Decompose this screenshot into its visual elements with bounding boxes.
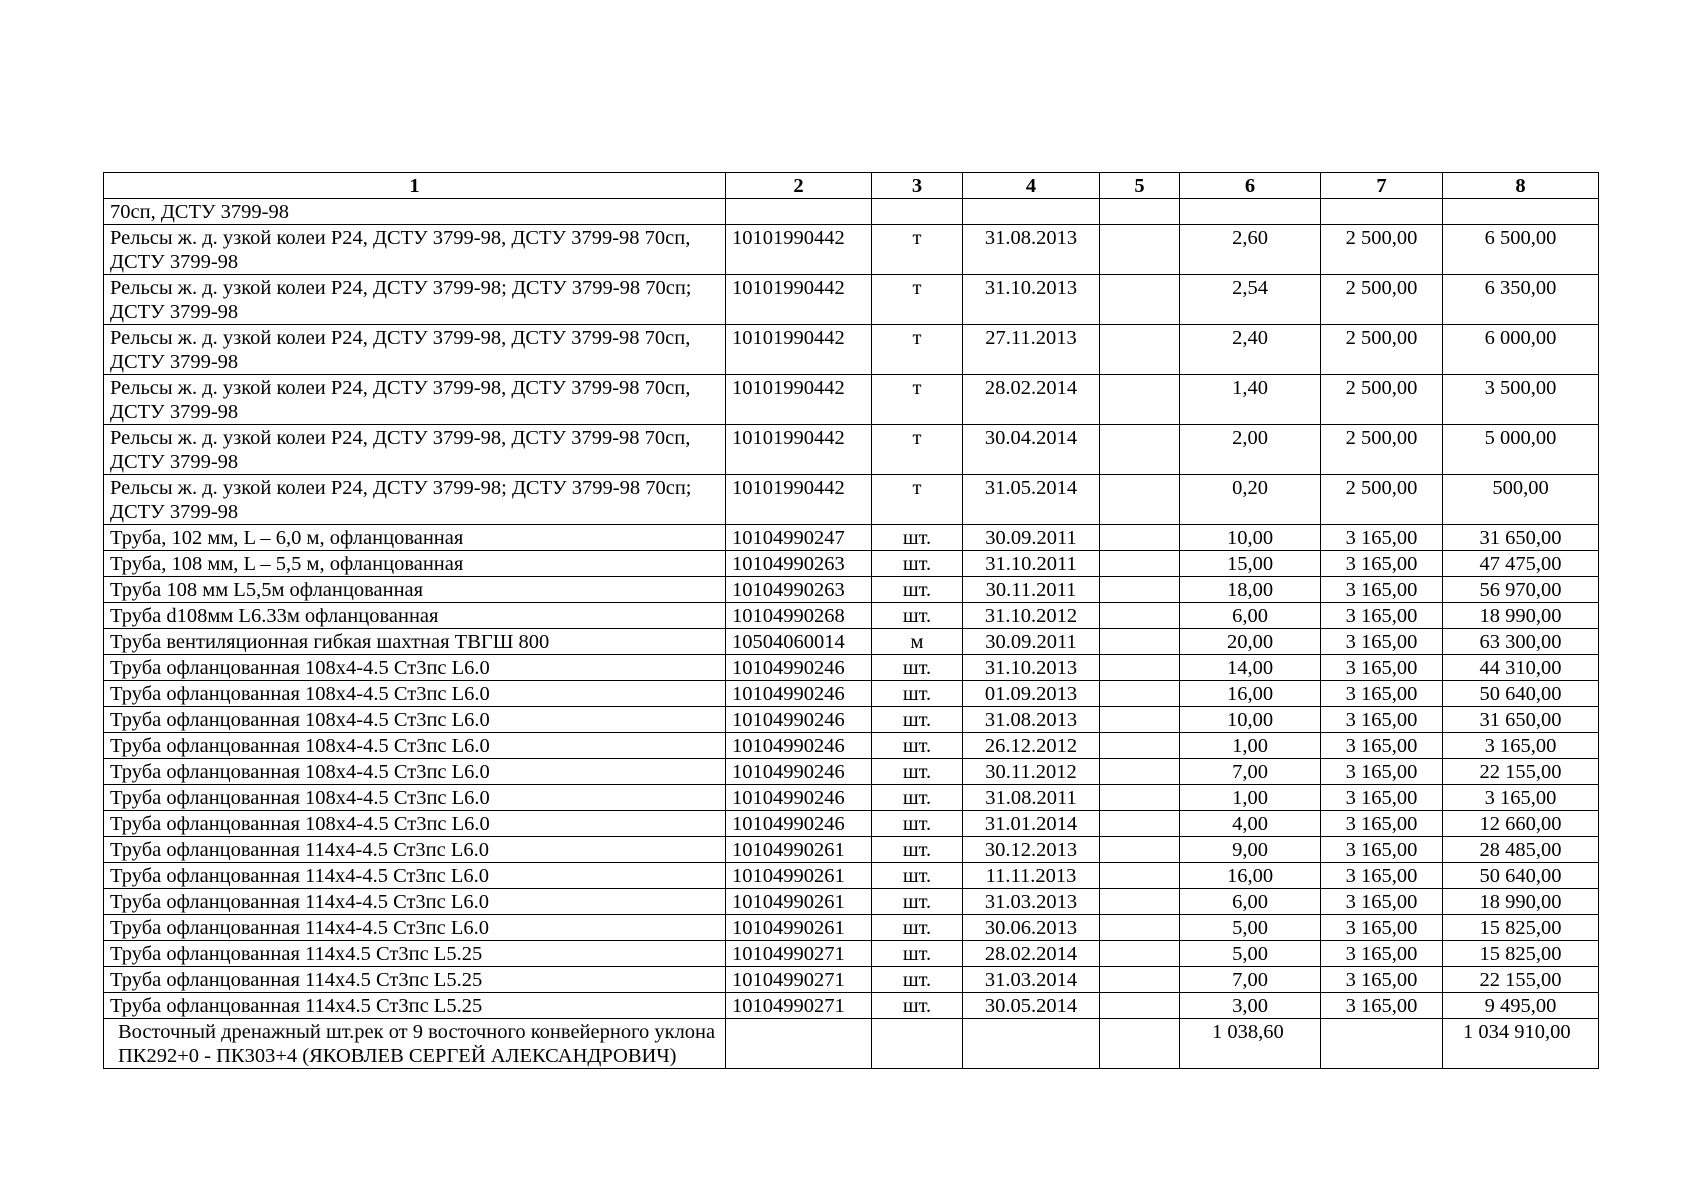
item-unit: шт. xyxy=(872,759,963,785)
item-name: Рельсы ж. д. узкой колеи Р24, ДСТУ 3799-98; ДСТУ 3799-98 70сп; ДСТУ 3799-98 xyxy=(104,475,726,525)
item-col5 xyxy=(1100,941,1180,967)
item-sum: 3 500,00 xyxy=(1443,375,1599,425)
item-quantity: 2,40 xyxy=(1180,325,1321,375)
item-unit: шт. xyxy=(872,967,963,993)
item-quantity: 2,00 xyxy=(1180,425,1321,475)
total-sum: 1 034 910,00 xyxy=(1443,1019,1599,1069)
column-header-7: 7 xyxy=(1321,173,1443,199)
item-quantity: 9,00 xyxy=(1180,837,1321,863)
item-name: Труба офланцованная 108х4-4.5 Ст3пс L6.0 xyxy=(104,759,726,785)
total-qty: 1 038,60 xyxy=(1180,1019,1321,1069)
item-name: Труба офланцованная 114х4-4.5 Ст3пс L6.0 xyxy=(104,915,726,941)
item-name: Труба офланцованная 108х4-4.5 Ст3пс L6.0 xyxy=(104,785,726,811)
item-price: 2 500,00 xyxy=(1321,375,1443,425)
item-code: 10104990261 xyxy=(726,889,872,915)
item-unit: шт. xyxy=(872,551,963,577)
item-date: 31.08.2011 xyxy=(963,785,1100,811)
item-price: 3 165,00 xyxy=(1321,941,1443,967)
item-name: Труба d108мм L6.33м офланцованная xyxy=(104,603,726,629)
item-price: 2 500,00 xyxy=(1321,325,1443,375)
item-name: Труба офланцованная 108х4-4.5 Ст3пс L6.0 xyxy=(104,655,726,681)
item-price: 3 165,00 xyxy=(1321,993,1443,1019)
item-name: Труба, 108 мм, L – 5,5 м, офланцованная xyxy=(104,551,726,577)
item-code: 10104990246 xyxy=(726,733,872,759)
item-sum: 63 300,00 xyxy=(1443,629,1599,655)
item-price: 3 165,00 xyxy=(1321,811,1443,837)
item-quantity: 7,00 xyxy=(1180,759,1321,785)
item-code xyxy=(726,199,872,225)
item-date: 31.10.2011 xyxy=(963,551,1100,577)
item-unit: т xyxy=(872,425,963,475)
item-sum: 6 350,00 xyxy=(1443,275,1599,325)
item-name: Труба офланцованная 114х4-4.5 Ст3пс L6.0 xyxy=(104,837,726,863)
total-col5-cell xyxy=(1100,1019,1180,1069)
item-price: 3 165,00 xyxy=(1321,733,1443,759)
table-row xyxy=(104,225,1599,275)
item-price: 3 165,00 xyxy=(1321,707,1443,733)
item-col5 xyxy=(1100,325,1180,375)
item-price: 3 165,00 xyxy=(1321,603,1443,629)
item-quantity: 7,00 xyxy=(1180,967,1321,993)
item-date: 11.11.2013 xyxy=(963,863,1100,889)
item-code: 10101990442 xyxy=(726,375,872,425)
item-price: 3 165,00 xyxy=(1321,551,1443,577)
header-row xyxy=(104,173,1599,199)
column-header-4: 4 xyxy=(963,173,1100,199)
item-price: 3 165,00 xyxy=(1321,629,1443,655)
table-row xyxy=(104,733,1599,759)
item-col5 xyxy=(1100,551,1180,577)
total-date-cell xyxy=(963,1019,1100,1069)
item-name: Труба офланцованная 108х4-4.5 Ст3пс L6.0 xyxy=(104,707,726,733)
item-name: Рельсы ж. д. узкой колеи Р24, ДСТУ 3799-98, ДСТУ 3799-98 70сп, ДСТУ 3799-98 xyxy=(104,325,726,375)
item-code: 10104990261 xyxy=(726,863,872,889)
item-sum: 47 475,00 xyxy=(1443,551,1599,577)
item-unit: м xyxy=(872,629,963,655)
table-row xyxy=(104,811,1599,837)
item-date: 31.10.2012 xyxy=(963,603,1100,629)
table-body xyxy=(104,199,1599,1019)
column-header-6: 6 xyxy=(1180,173,1321,199)
item-col5 xyxy=(1100,375,1180,425)
item-col5 xyxy=(1100,863,1180,889)
item-date: 31.03.2014 xyxy=(963,967,1100,993)
item-price: 3 165,00 xyxy=(1321,889,1443,915)
item-code: 10104990246 xyxy=(726,707,872,733)
item-date: 30.04.2014 xyxy=(963,425,1100,475)
item-name: Рельсы ж. д. узкой колеи Р24, ДСТУ 3799-98; ДСТУ 3799-98 70сп; ДСТУ 3799-98 xyxy=(104,275,726,325)
item-quantity: 1,00 xyxy=(1180,785,1321,811)
item-col5 xyxy=(1100,275,1180,325)
table-row xyxy=(104,325,1599,375)
table-row xyxy=(104,375,1599,425)
table-row xyxy=(104,915,1599,941)
item-col5 xyxy=(1100,603,1180,629)
item-date: 31.08.2013 xyxy=(963,225,1100,275)
item-col5 xyxy=(1100,199,1180,225)
item-date: 31.10.2013 xyxy=(963,655,1100,681)
item-price xyxy=(1321,199,1443,225)
item-date: 28.02.2014 xyxy=(963,941,1100,967)
item-date: 28.02.2014 xyxy=(963,375,1100,425)
item-name: Труба офланцованная 114х4.5 Ст3пс L5.25 xyxy=(104,993,726,1019)
total-name: Восточный дренажный шт.рек от 9 восточного конвейерного уклона ПК292+0 - ПК303+4 (ЯКОВЛЕВ СЕРГЕЙ АЛЕКСАНДРОВИЧ) xyxy=(104,1019,726,1069)
item-sum: 500,00 xyxy=(1443,475,1599,525)
column-header-5: 5 xyxy=(1100,173,1180,199)
item-code: 10104990246 xyxy=(726,811,872,837)
item-name: Рельсы ж. д. узкой колеи Р24, ДСТУ 3799-98, ДСТУ 3799-98 70сп, ДСТУ 3799-98 xyxy=(104,425,726,475)
table-row xyxy=(104,629,1599,655)
item-unit: шт. xyxy=(872,941,963,967)
item-unit: шт. xyxy=(872,603,963,629)
item-name: Труба офланцованная 114х4.5 Ст3пс L5.25 xyxy=(104,967,726,993)
table-row xyxy=(104,577,1599,603)
item-unit: шт. xyxy=(872,525,963,551)
item-price: 3 165,00 xyxy=(1321,525,1443,551)
item-date xyxy=(963,199,1100,225)
item-sum: 28 485,00 xyxy=(1443,837,1599,863)
item-unit: шт. xyxy=(872,681,963,707)
item-col5 xyxy=(1100,225,1180,275)
item-unit: шт. xyxy=(872,785,963,811)
item-code: 10101990442 xyxy=(726,475,872,525)
item-quantity: 10,00 xyxy=(1180,525,1321,551)
table-row xyxy=(104,525,1599,551)
table-row xyxy=(104,863,1599,889)
item-date: 30.06.2013 xyxy=(963,915,1100,941)
item-date: 31.08.2013 xyxy=(963,707,1100,733)
table-row xyxy=(104,993,1599,1019)
item-sum: 50 640,00 xyxy=(1443,681,1599,707)
item-quantity: 2,60 xyxy=(1180,225,1321,275)
item-name: Труба вентиляционная гибкая шахтная ТВГШ 800 xyxy=(104,629,726,655)
table-row xyxy=(104,707,1599,733)
item-col5 xyxy=(1100,733,1180,759)
item-code: 10504060014 xyxy=(726,629,872,655)
column-header-2: 2 xyxy=(726,173,872,199)
item-unit: шт. xyxy=(872,655,963,681)
item-sum: 15 825,00 xyxy=(1443,941,1599,967)
item-unit: т xyxy=(872,325,963,375)
item-date: 01.09.2013 xyxy=(963,681,1100,707)
item-code: 10101990442 xyxy=(726,225,872,275)
item-sum: 5 000,00 xyxy=(1443,425,1599,475)
item-quantity: 14,00 xyxy=(1180,655,1321,681)
item-price: 2 500,00 xyxy=(1321,475,1443,525)
inventory-table xyxy=(103,172,1599,1069)
table-row xyxy=(104,759,1599,785)
item-col5 xyxy=(1100,475,1180,525)
item-name: Труба 108 мм L5,5м офланцованная xyxy=(104,577,726,603)
item-unit: шт. xyxy=(872,733,963,759)
item-sum: 44 310,00 xyxy=(1443,655,1599,681)
item-sum: 31 650,00 xyxy=(1443,707,1599,733)
table-row xyxy=(104,889,1599,915)
item-price: 3 165,00 xyxy=(1321,681,1443,707)
item-date: 30.09.2011 xyxy=(963,629,1100,655)
item-quantity: 2,54 xyxy=(1180,275,1321,325)
item-name: Труба офланцованная 108х4-4.5 Ст3пс L6.0 xyxy=(104,681,726,707)
item-unit: шт. xyxy=(872,863,963,889)
item-col5 xyxy=(1100,889,1180,915)
item-sum: 6 500,00 xyxy=(1443,225,1599,275)
item-col5 xyxy=(1100,993,1180,1019)
item-col5 xyxy=(1100,837,1180,863)
item-unit: т xyxy=(872,375,963,425)
item-price: 3 165,00 xyxy=(1321,837,1443,863)
item-code: 10104990246 xyxy=(726,759,872,785)
item-unit: т xyxy=(872,225,963,275)
total-price-cell xyxy=(1321,1019,1443,1069)
item-code: 10104990271 xyxy=(726,967,872,993)
item-quantity xyxy=(1180,199,1321,225)
item-col5 xyxy=(1100,655,1180,681)
item-name: 70сп, ДСТУ 3799-98 xyxy=(104,199,726,225)
item-price: 2 500,00 xyxy=(1321,275,1443,325)
item-quantity: 6,00 xyxy=(1180,603,1321,629)
item-price: 3 165,00 xyxy=(1321,759,1443,785)
item-name: Труба офланцованная 114х4.5 Ст3пс L5.25 xyxy=(104,941,726,967)
item-quantity: 18,00 xyxy=(1180,577,1321,603)
item-name: Труба офланцованная 114х4-4.5 Ст3пс L6.0 xyxy=(104,889,726,915)
item-quantity: 4,00 xyxy=(1180,811,1321,837)
item-date: 31.10.2013 xyxy=(963,275,1100,325)
item-date: 31.03.2013 xyxy=(963,889,1100,915)
table-row xyxy=(104,425,1599,475)
item-name: Рельсы ж. д. узкой колеи Р24, ДСТУ 3799-98, ДСТУ 3799-98 70сп, ДСТУ 3799-98 xyxy=(104,225,726,275)
item-date: 30.11.2012 xyxy=(963,759,1100,785)
item-unit: шт. xyxy=(872,915,963,941)
item-sum: 22 155,00 xyxy=(1443,967,1599,993)
table-row xyxy=(104,603,1599,629)
item-sum: 3 165,00 xyxy=(1443,733,1599,759)
item-quantity: 20,00 xyxy=(1180,629,1321,655)
table-row xyxy=(104,681,1599,707)
item-unit: т xyxy=(872,275,963,325)
item-code: 10104990268 xyxy=(726,603,872,629)
table-row xyxy=(104,837,1599,863)
table-row xyxy=(104,551,1599,577)
table-row xyxy=(104,655,1599,681)
total-row xyxy=(104,1019,1599,1069)
item-date: 31.05.2014 xyxy=(963,475,1100,525)
item-price: 3 165,00 xyxy=(1321,967,1443,993)
item-date: 26.12.2012 xyxy=(963,733,1100,759)
item-code: 10104990263 xyxy=(726,551,872,577)
item-quantity: 10,00 xyxy=(1180,707,1321,733)
item-sum: 22 155,00 xyxy=(1443,759,1599,785)
item-code: 10104990263 xyxy=(726,577,872,603)
item-unit: шт. xyxy=(872,993,963,1019)
total-unit-cell xyxy=(872,1019,963,1069)
item-quantity: 1,00 xyxy=(1180,733,1321,759)
item-price: 3 165,00 xyxy=(1321,863,1443,889)
item-date: 27.11.2013 xyxy=(963,325,1100,375)
item-col5 xyxy=(1100,967,1180,993)
item-code: 10104990246 xyxy=(726,655,872,681)
item-code: 10104990246 xyxy=(726,681,872,707)
table-row xyxy=(104,785,1599,811)
item-col5 xyxy=(1100,629,1180,655)
item-price: 3 165,00 xyxy=(1321,655,1443,681)
column-header-1: 1 xyxy=(104,173,726,199)
item-sum: 15 825,00 xyxy=(1443,915,1599,941)
item-col5 xyxy=(1100,707,1180,733)
table-row xyxy=(104,967,1599,993)
item-date: 30.11.2011 xyxy=(963,577,1100,603)
table-row xyxy=(104,941,1599,967)
column-header-3: 3 xyxy=(872,173,963,199)
item-code: 10104990271 xyxy=(726,993,872,1019)
item-code: 10104990247 xyxy=(726,525,872,551)
item-sum: 18 990,00 xyxy=(1443,889,1599,915)
item-unit xyxy=(872,199,963,225)
item-price: 2 500,00 xyxy=(1321,225,1443,275)
item-unit: т xyxy=(872,475,963,525)
item-quantity: 15,00 xyxy=(1180,551,1321,577)
item-code: 10101990442 xyxy=(726,325,872,375)
item-sum: 50 640,00 xyxy=(1443,863,1599,889)
item-unit: шт. xyxy=(872,577,963,603)
item-col5 xyxy=(1100,915,1180,941)
item-date: 30.09.2011 xyxy=(963,525,1100,551)
item-quantity: 16,00 xyxy=(1180,863,1321,889)
item-name: Рельсы ж. д. узкой колеи Р24, ДСТУ 3799-98, ДСТУ 3799-98 70сп, ДСТУ 3799-98 xyxy=(104,375,726,425)
item-quantity: 5,00 xyxy=(1180,915,1321,941)
item-unit: шт. xyxy=(872,707,963,733)
item-sum xyxy=(1443,199,1599,225)
item-quantity: 6,00 xyxy=(1180,889,1321,915)
column-header-8: 8 xyxy=(1443,173,1599,199)
item-quantity: 0,20 xyxy=(1180,475,1321,525)
item-quantity: 1,40 xyxy=(1180,375,1321,425)
item-quantity: 3,00 xyxy=(1180,993,1321,1019)
item-quantity: 16,00 xyxy=(1180,681,1321,707)
table-row xyxy=(104,475,1599,525)
item-price: 3 165,00 xyxy=(1321,785,1443,811)
table-row xyxy=(104,275,1599,325)
item-col5 xyxy=(1100,577,1180,603)
item-sum: 56 970,00 xyxy=(1443,577,1599,603)
item-sum: 6 000,00 xyxy=(1443,325,1599,375)
item-code: 10104990261 xyxy=(726,915,872,941)
item-price: 3 165,00 xyxy=(1321,577,1443,603)
item-price: 2 500,00 xyxy=(1321,425,1443,475)
item-sum: 9 495,00 xyxy=(1443,993,1599,1019)
item-code: 10104990246 xyxy=(726,785,872,811)
item-col5 xyxy=(1100,681,1180,707)
item-name: Труба офланцованная 108х4-4.5 Ст3пс L6.0 xyxy=(104,811,726,837)
item-sum: 31 650,00 xyxy=(1443,525,1599,551)
item-col5 xyxy=(1100,525,1180,551)
item-date: 30.05.2014 xyxy=(963,993,1100,1019)
item-price: 3 165,00 xyxy=(1321,915,1443,941)
item-name: Труба, 102 мм, L – 6,0 м, офланцованная xyxy=(104,525,726,551)
item-sum: 3 165,00 xyxy=(1443,785,1599,811)
item-col5 xyxy=(1100,759,1180,785)
item-quantity: 5,00 xyxy=(1180,941,1321,967)
item-code: 10104990271 xyxy=(726,941,872,967)
item-code: 10104990261 xyxy=(726,837,872,863)
item-code: 10101990442 xyxy=(726,425,872,475)
item-code: 10101990442 xyxy=(726,275,872,325)
item-unit: шт. xyxy=(872,889,963,915)
item-name: Труба офланцованная 108х4-4.5 Ст3пс L6.0 xyxy=(104,733,726,759)
total-code-cell xyxy=(726,1019,872,1069)
item-unit: шт. xyxy=(872,837,963,863)
item-col5 xyxy=(1100,811,1180,837)
item-unit: шт. xyxy=(872,811,963,837)
table-row xyxy=(104,199,1599,225)
item-sum: 18 990,00 xyxy=(1443,603,1599,629)
item-date: 31.01.2014 xyxy=(963,811,1100,837)
item-name: Труба офланцованная 114х4-4.5 Ст3пс L6.0 xyxy=(104,863,726,889)
item-date: 30.12.2013 xyxy=(963,837,1100,863)
item-col5 xyxy=(1100,785,1180,811)
item-sum: 12 660,00 xyxy=(1443,811,1599,837)
item-col5 xyxy=(1100,425,1180,475)
